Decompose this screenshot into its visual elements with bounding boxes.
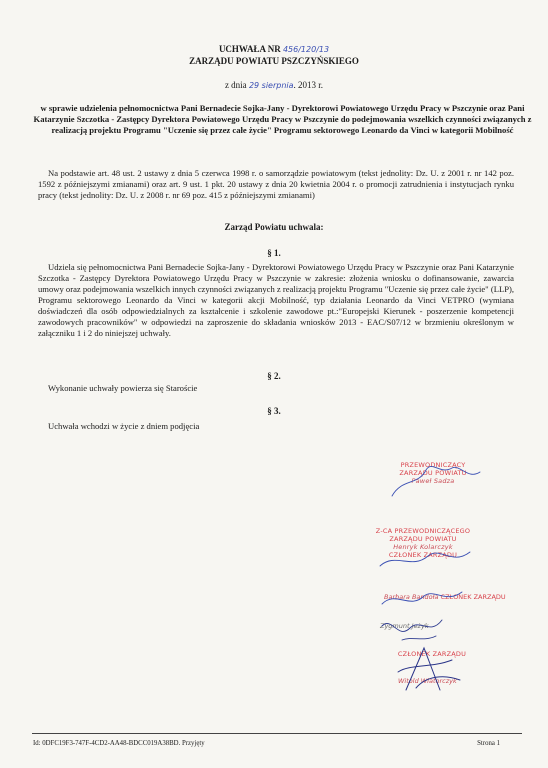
vice-stamp-title: Z-CA PRZEWODNICZĄCEGO ZARZĄDU POWIATU [375,527,471,543]
issuer-title: ZARZĄDU POWIATU PSZCZYŃSKIEGO [189,56,359,66]
chair-signature [392,466,480,496]
member1-title: CZŁONEK ZARZĄDU [440,593,506,601]
title-prefix: UCHWAŁA NR [218,44,281,54]
member3-title: CZŁONEK ZARZĄDU [397,650,467,658]
vice-stamp-name: Henryk Kolarczyk [393,543,453,551]
member1-signature [382,592,462,604]
resolution-subject: w sprawie udzielenia pełnomocnictwa Pani Bernadecie Sojka-Jany - Dyrektorowi Powiatowego Urzędu Pracy w Pszczynie oraz Pani Katarzynie Szczotka - Zastępcy Dyrektora Powiatowego Urzędu Pracy w Pszczynie do podejmowania wszelkich czynności związanych z realizacją projektu Programu "Uczenie się przez całe życie" Programu sektorowego Leonardo da Vinci w kategorii Mobilność [33,103,532,136]
document-id: Id: 0DFC19F3-747F-4CD2-AA48-BDCC019A38BD. Przyjęty [33,740,205,747]
date-suffix: . 2013 r. [293,80,324,90]
page-number: Strona 1 [477,740,500,747]
footer-divider [32,733,522,734]
handwritten-number: 456/120/13 [282,45,330,54]
member2-signature [382,620,442,640]
date-prefix: z dnia [224,80,247,90]
chair-stamp-name: Paweł Sadza [411,477,455,485]
member2-name: Zygmunt Jeżyk [380,622,429,630]
vice-signature [380,552,470,566]
section-1-text: Udziela się pełnomocnictwa Pani Bernadecie Sojka-Jany - Dyrektorowi Powiatowego Urzędu Pracy w Pszczynie oraz Pani Katarzynie Szczotka - Zastępcy Dyrektora Powiatowego Urzędu Pracy w Pszczynie w zakresie: złożenia wniosku o dofinansowanie, zawarcia umowy oraz podejmowania wszelkich innych czynności związanych z realizacją projektu Programu "Uczenie się przez całe życie" (LLP), Programu sektorowego Leonardo da Vinci w kategorii akcji Mobilność, typ działania Leonardo da Vinci VETPRO (wymiana doświadczeń dla osób odpowiedzialnych za kształcenie i szkolenie zawodowe pt.:"Europejski Kierunek - poszerzenie kompetencji zawodowych pracowników" w odpowiedzi na zaproszenie do składania wniosków 2013 - EAC/S07/12 w brzmieniu określonym w załączniku 1 i 2 do niniejszej uchwały. [38,262,514,338]
section-1-heading: § 1. [267,248,281,258]
member1-name: Barbara Bandoła [384,593,439,601]
section-3-heading: § 3. [267,406,281,416]
handwritten-date: 29 sierpnia [248,81,294,90]
section-2-heading: § 2. [267,371,281,381]
member3-signature [398,648,460,690]
member3-name: Witold Wiatorczyk [398,677,457,685]
chair-stamp-title: PRZEWODNICZĄCY ZARZĄDU POWIATU [399,461,467,477]
vice-stamp-role: CZŁONEK ZARZĄDU [388,551,458,559]
legal-basis: Na podstawie art. 48 ust. 2 ustawy z dnia 5 czerwca 1998 r. o samorządzie powiatowym (tekst jednolity: Dz. U. z 2001 r. nr 142 poz. 1592 z późniejszymi zmianami) oraz art. 9 ust. 1 pkt. 20 ustawy z dnia 20 kwietnia 2004 r. o promocji zatrudnienia i instytucjach rynku pracy (tekst jednolity: Dz. U. z 2008 r. nr 69 poz. 415 z późniejszymi zmianami) [38,168,514,200]
authority-line: Zarząd Powiatu uchwala: [224,222,324,232]
section-2-text: Wykonanie uchwały powierza się Staroście [48,383,198,393]
section-3-text: Uchwała wchodzi w życie z dniem podjęcia [48,421,200,431]
